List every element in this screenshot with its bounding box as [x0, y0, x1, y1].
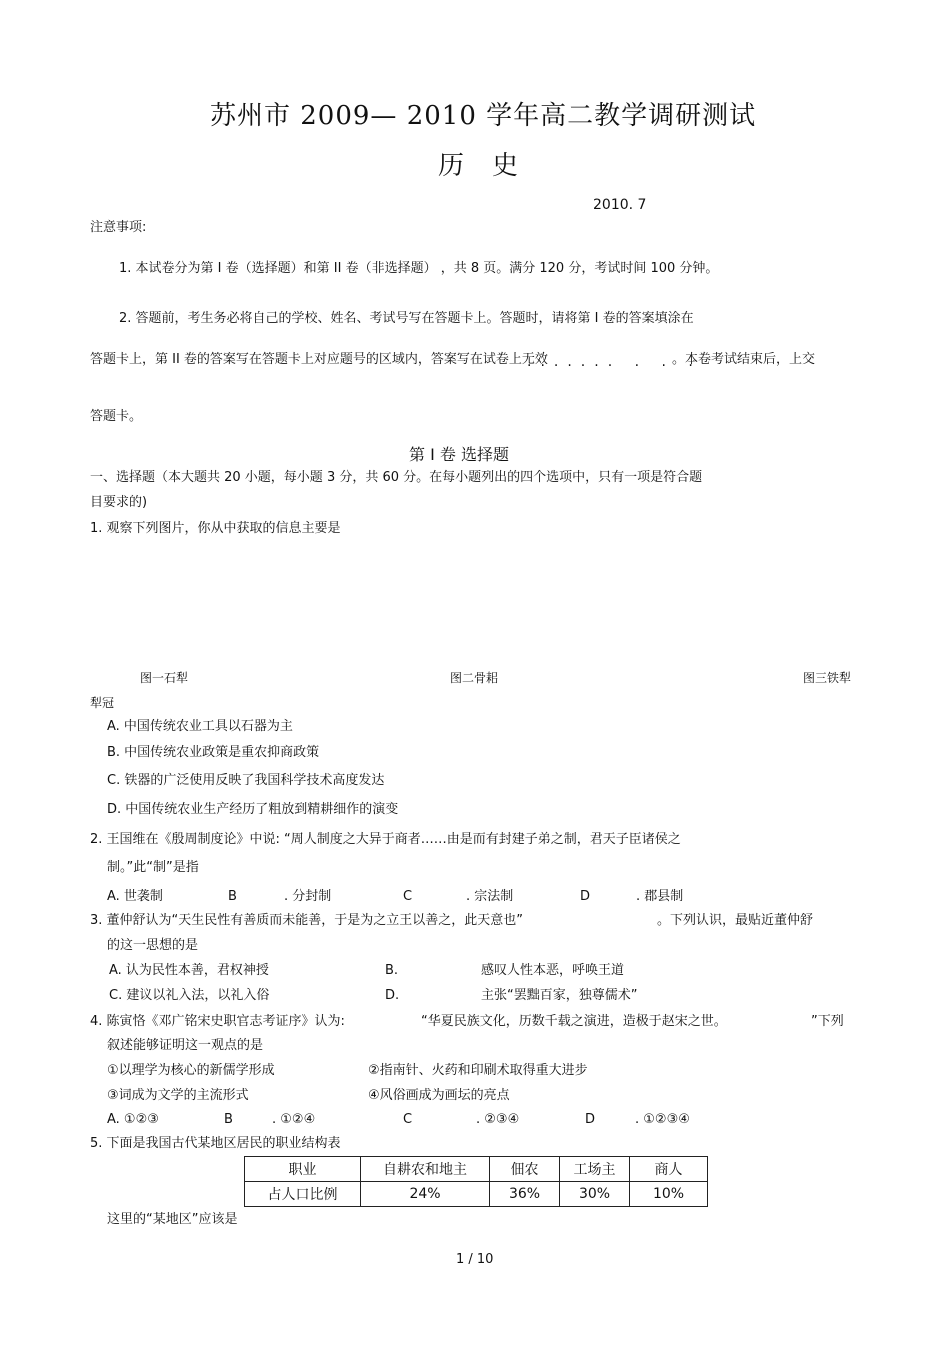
q1-option-d: D. 中国传统农业生产经历了粗放到精耕细作的演变	[107, 802, 399, 817]
subject-title: 历史	[438, 151, 547, 181]
q2-option-c: . 宗法制	[466, 889, 514, 904]
q1-option-b: B. 中国传统农业政策是重农抑商政策	[107, 745, 320, 760]
table-header-row	[245, 1157, 708, 1182]
q4-option-b: . ①②④	[272, 1112, 316, 1127]
q1-caption-2: 图二骨耜	[450, 671, 499, 685]
q3-option-c: C. 建议以礼入法，以礼入俗	[109, 988, 270, 1003]
q3-option-d: 主张“罢黜百家，独尊儒术”	[481, 988, 638, 1003]
q3-stem-line1b: 。下列认识，最贴近董仲舒	[657, 913, 814, 928]
emphasis-dots: ······· · · ·	[527, 358, 702, 374]
q2-stem-line2: 制。”此“制”是指	[107, 860, 199, 875]
q1-option-c: C. 铁器的广泛使用反映了我国科学技术高度发达	[107, 773, 385, 788]
exam-title: 苏州市 2009— 2010 学年高二教学调研测试	[210, 101, 757, 131]
q4-stem-line1c: ”下列	[811, 1014, 844, 1029]
q4-option-d: . ①②③④	[635, 1112, 690, 1127]
q2-option-d: . 郡县制	[636, 889, 684, 904]
q2-option-b-letter: B	[228, 889, 237, 904]
table-cell: 10%	[630, 1182, 708, 1207]
q2-option-d-letter: D	[580, 889, 591, 904]
q5-stem: 5. 下面是我国古代某地区居民的职业结构表	[90, 1136, 341, 1151]
section-intro-line1: 一、选择题（本大题共 20 小题，每小题 3 分，共 60 分。在每小题列出的四个选项中，只有一项是符合题	[90, 470, 703, 485]
occupation-table	[244, 1156, 708, 1207]
q4-option-d-letter: D	[585, 1112, 596, 1127]
section-title: 第 I 卷 选择题	[409, 445, 509, 464]
q4-stem-line1b: “华夏民族文化，历数千载之演进，造极于赵宋之世。	[421, 1014, 727, 1029]
table-cell: 占人口比例	[245, 1182, 361, 1207]
q2-option-c-letter: C	[403, 889, 413, 904]
table-header-cell: 职业	[245, 1157, 361, 1182]
page-number: 1 / 10	[456, 1252, 494, 1267]
q3-option-b-letter: B.	[385, 963, 399, 978]
q2-stem-line1: 2. 王国维在《殷周制度论》中说: “周人制度之大异于商者……由是而有封建子弟之制，君天子臣诸侯之	[90, 832, 681, 847]
table-header-cell: 商人	[630, 1157, 708, 1182]
table-header-cell: 工场主	[560, 1157, 630, 1182]
q3-stem-line2: 的这一思想的是	[107, 938, 199, 953]
q3-stem-line1: 3. 董仲舒认为“天生民性有善质而未能善，于是为之立王以善之，此天意也”	[90, 913, 524, 928]
q2-option-a: A. 世袭制	[107, 889, 163, 904]
q2-option-b: . 分封制	[284, 889, 332, 904]
notice-item-2-line1: 2. 答题前，考生务必将自己的学校、姓名、考试号写在答题卡上。答题时，请将第 I 卷的答案填涂在	[119, 311, 694, 326]
table-row	[245, 1182, 708, 1207]
table-header-cell: 自耕农和地主	[361, 1157, 490, 1182]
q1-stem: 1. 观察下列图片，你从中获取的信息主要是	[90, 521, 341, 536]
notice-item-2-line2a: 答题卡上，第 II 卷的答案写在答题卡上对应题号的区域内，答案写在试卷上无效	[90, 352, 548, 367]
notice-heading: 注意事项:	[90, 220, 147, 235]
section-intro-line2: 目要求的)	[90, 495, 148, 510]
table-header-cell: 佃农	[490, 1157, 560, 1182]
table-cell: 30%	[560, 1182, 630, 1207]
q3-option-b: 感叹人性本恶，呼唤王道	[481, 963, 625, 978]
q4-option-c-letter: C	[403, 1112, 413, 1127]
table-cell: 36%	[490, 1182, 560, 1207]
notice-item-2-line3: 答题卡。	[90, 409, 143, 424]
q1-caption-3: 图三铁犁	[803, 671, 852, 685]
q4-stem-line1: 4. 陈寅恪《邓广铭宋史职官志考证序》认为:	[90, 1014, 345, 1029]
q1-caption-4: 犁冠	[90, 696, 115, 710]
q5-follow: 这里的“某地区”应该是	[107, 1212, 238, 1227]
q4-option-c: . ②③④	[476, 1112, 520, 1127]
q1-option-a: A. 中国传统农业工具以石器为主	[107, 719, 293, 734]
exam-date: 2010. 7	[593, 197, 647, 213]
q4-item-1: ①以理学为核心的新儒学形成	[107, 1063, 275, 1078]
q4-option-b-letter: B	[224, 1112, 233, 1127]
q3-option-a: A. 认为民性本善，君权神授	[109, 963, 269, 978]
q4-item-2: ②指南针、火药和印刷术取得重大进步	[368, 1063, 588, 1078]
q4-stem-line2: 叙述能够证明这一观点的是	[107, 1038, 264, 1053]
q1-caption-1: 图一石犁	[140, 671, 189, 685]
q4-option-a: A. ①②③	[107, 1112, 159, 1127]
notice-item-1: 1. 本试卷分为第 I 卷（选择题）和第 II 卷（非选择题） ，共 8 页。满分 120 分，考试时间 100 分钟。	[119, 261, 719, 276]
table-cell: 24%	[361, 1182, 490, 1207]
q3-option-d-letter: D.	[385, 988, 400, 1003]
q4-item-4: ④风俗画成为画坛的亮点	[368, 1088, 510, 1103]
q4-item-3: ③词成为文学的主流形式	[107, 1088, 249, 1103]
notice-item-2-line2b: 。本卷考试结束后，上交	[672, 352, 816, 367]
